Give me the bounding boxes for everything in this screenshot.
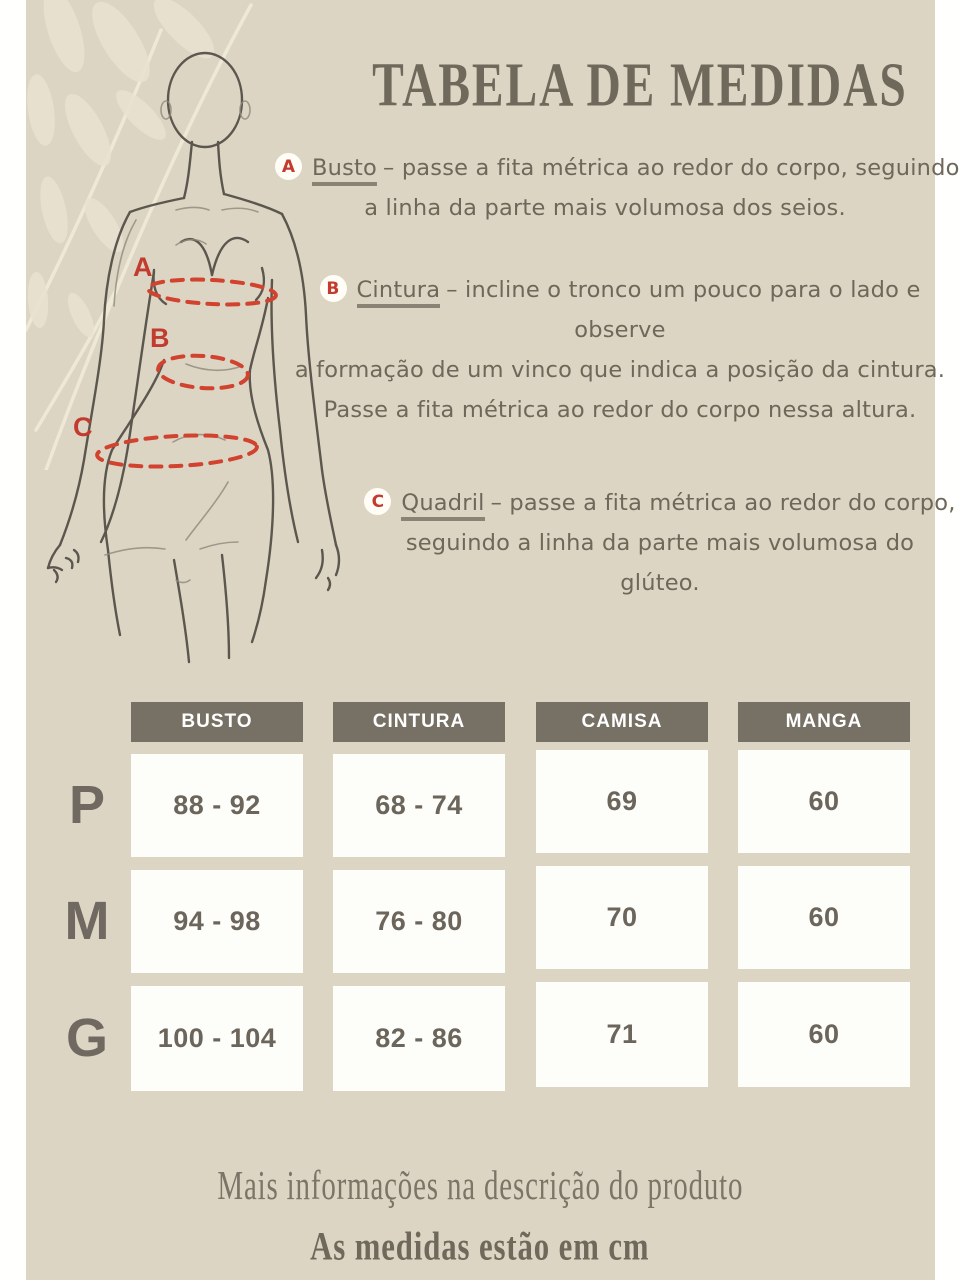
instruction-quadril-line3: glúteo.	[620, 570, 700, 596]
cell-m-camisa: 70	[536, 866, 708, 969]
badge-b: B	[320, 275, 347, 302]
figure-marker-b: B	[150, 323, 170, 353]
busto-text: – passe a fita métrica ao redor do corpo, seguindo	[383, 155, 960, 181]
instruction-quadril	[330, 483, 960, 603]
instruction-quadril-line1	[330, 483, 960, 523]
page-title: TABELA DE MEDIDAS	[372, 49, 908, 120]
page-title-wrap	[330, 48, 950, 120]
size-label-g: G	[65, 1008, 108, 1068]
cell-p-manga: 60	[738, 750, 910, 853]
cintura-text: – incline o tronco um pouco para o lado e	[446, 277, 921, 303]
instruction-busto-line1	[275, 148, 960, 188]
badge-a: A	[275, 153, 302, 180]
instruction-cintura-line3: a formação de um vinco que indica a posição da cintura.	[294, 357, 946, 383]
size-label-m: M	[64, 891, 110, 951]
size-label-p: P	[68, 775, 106, 835]
instruction-cintura-line4: Passe a fita métrica ao redor do corpo nessa altura.	[323, 397, 917, 423]
instruction-cintura-line2: observe	[574, 317, 666, 343]
column-header-cintura: CINTURA	[333, 702, 505, 742]
column-header-manga: MANGA	[738, 702, 910, 742]
instruction-busto	[275, 148, 960, 228]
cell-g-manga: 60	[738, 982, 910, 1087]
cell-g-camisa: 71	[536, 982, 708, 1087]
term-cintura: Cintura	[357, 277, 441, 308]
instruction-cintura-line1	[290, 270, 950, 310]
cell-g-busto: 100 - 104	[131, 986, 303, 1091]
footer-info-wrap	[30, 1164, 930, 1209]
cell-m-cintura: 76 - 80	[333, 870, 505, 973]
footer-units: As medidas estão em cm	[310, 1224, 650, 1269]
cell-m-manga: 60	[738, 866, 910, 969]
footer-info: Mais informações na descrição do produto	[217, 1164, 743, 1209]
quadril-text: – passe a fita métrica ao redor do corpo,	[490, 490, 956, 516]
instruction-busto-line2: a linha da parte mais volumosa dos seios.	[364, 195, 846, 221]
column-header-camisa: CAMISA	[536, 702, 708, 742]
bust-measure-dashes	[147, 277, 276, 308]
instruction-quadril-line2: seguindo a linha da parte mais volumosa do	[405, 530, 915, 556]
cell-p-busto: 88 - 92	[131, 754, 303, 857]
cell-m-busto: 94 - 98	[131, 870, 303, 973]
cell-p-cintura: 68 - 74	[333, 754, 505, 857]
figure-marker-c: C	[73, 412, 93, 442]
term-busto: Busto	[312, 155, 377, 186]
instruction-cintura	[290, 270, 950, 430]
footer-units-wrap	[30, 1224, 930, 1269]
column-header-busto: BUSTO	[131, 702, 303, 742]
cell-p-camisa: 69	[536, 750, 708, 853]
badge-c: C	[364, 488, 391, 515]
cell-g-cintura: 82 - 86	[333, 986, 505, 1091]
term-quadril: Quadril	[401, 490, 484, 521]
waist-measure-dashes	[157, 353, 249, 391]
figure-marker-a: A	[133, 252, 153, 282]
figure-light-strokes	[105, 101, 258, 583]
